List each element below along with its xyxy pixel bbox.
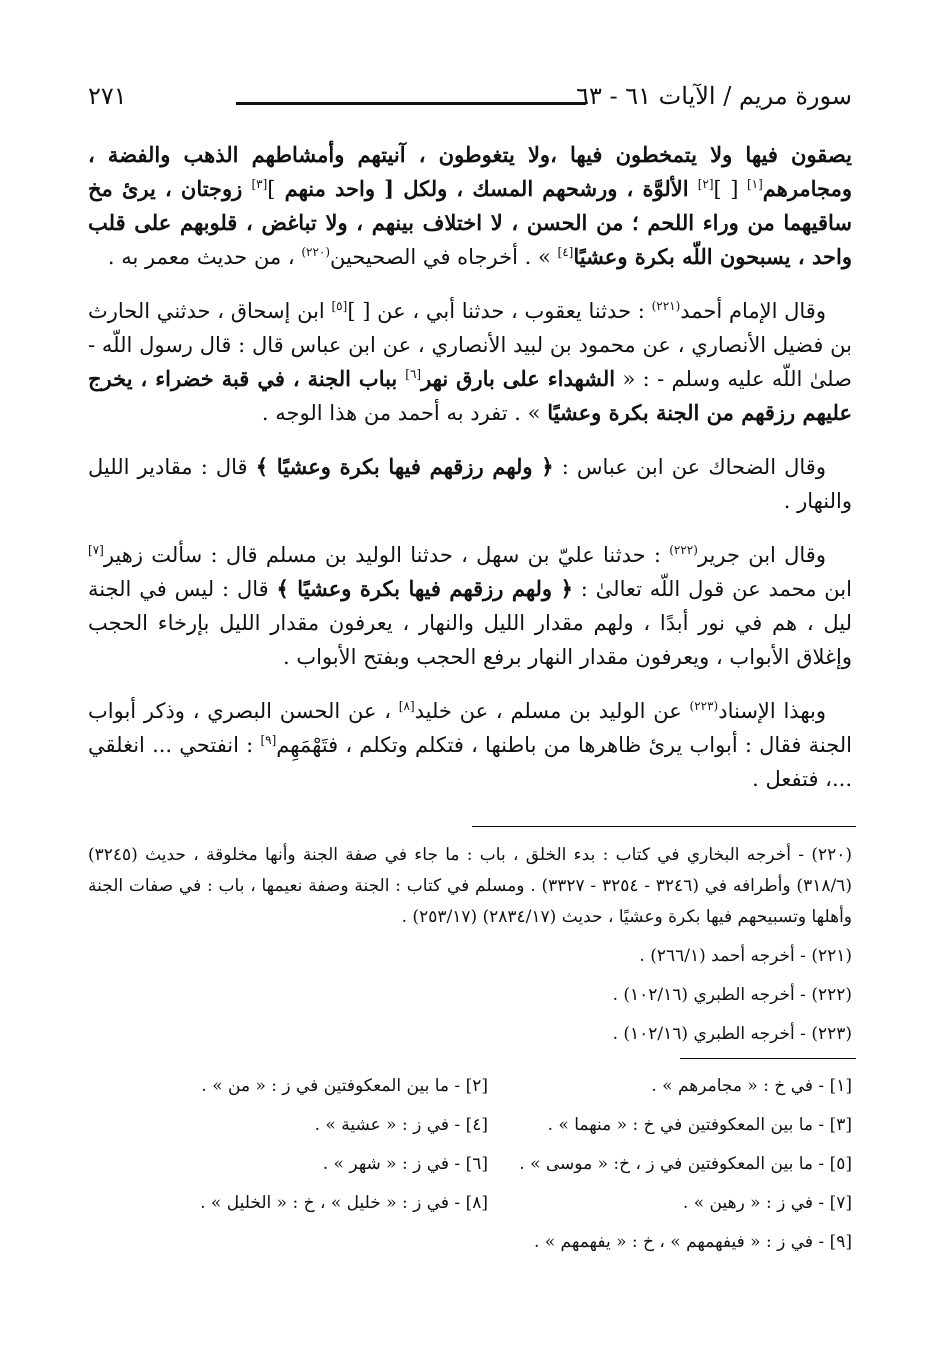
quran-quote: ﴿ ولهم رزقهم فيها بكرة وعشيًا ﴾ xyxy=(255,454,554,479)
variant-marker: [١] xyxy=(746,177,763,191)
variant-marker: [٨] xyxy=(398,699,415,713)
footnote-223: (٢٢٣) - أخرجه الطبري (١٠٢/١٦) . xyxy=(612,1024,852,1044)
footnote-220: (٢٢٠) - أخرجه البخاري في كتاب : بدء الخلق ، باب : ما جاء في صفة الجنة وأنها مخلوقة ، حديث (٣٢٤٥) (٣١٨/٦) وأطرافه في (٣٢٤٦ - ٣٢٥٤ - ٣٣٢٧) . ومسلم في كتاب : الجنة وصفة نعيمها ، باب : في صفات الجنة وأهلها وتسبيحهم فيها بكرة وعشيًا ، حديث (٢٨٣٤/١٧) (٢٥٣/١٧) . xyxy=(88,845,852,927)
variant-note: [٦] - في ز : « شهر » . xyxy=(322,1154,488,1174)
footnote-marker: (٢٢٢) xyxy=(669,543,698,557)
footnote-marker: (٢٢١) xyxy=(651,299,681,313)
variant-row xyxy=(88,1187,852,1226)
footnote-marker: (٢٢٣) xyxy=(689,699,719,713)
paragraph-3: وقال الضحاك عن ابن عباس : ﴿ ولهم رزقهم فيها بكرة وعشيًا ﴾ قال : مقادير الليل والنهار . xyxy=(88,454,852,513)
variant-note: [٢] - ما بين المعكوفتين في ز : « من » . xyxy=(201,1076,488,1096)
variant-note: [٨] - في ز : « خليل » ، خ : « الخليل » . xyxy=(200,1193,488,1213)
variant-marker: [٣] xyxy=(251,177,268,191)
variant-marker: [٧] xyxy=(88,543,104,557)
running-title: سورة مريم / الآيات ٦١ - ٦٣ xyxy=(576,82,852,110)
paragraph-5: وبهذا الإسناد$^{(٢٢٣)}$ عن الوليد بن مسلم ، عن خليد[٨] ، عن الحسن البصري ، وذكر أبواب الجنة فقال : أبواب يرئ ظاهرها من باطنها ، فتكلم وتكلم ، فتَهْمَهِم[٩] : انفتحي ... انغلقي ...، فتفعل . xyxy=(88,699,852,791)
variant-row xyxy=(88,1148,852,1187)
manuscript-variants xyxy=(88,1070,852,1265)
footnote-222: (٢٢٢) - أخرجه الطبري (١٠٢/١٦) . xyxy=(612,985,852,1005)
paragraph-1: يصقون فيها ولا يتمخطون فيها ،ولا يتغوطون ، آنيتهم وأمشاطهم الذهب والفضة ، ومجامرهم[١] [ ][٢] الألوَّة ، ورشحهم المسك ، ولكل [ واحد منهم ][٣] زوجتان ، يرئ مخ ساقيهما من وراء اللحم ؛ من الحسن ، لا اختلاف بينهم ، ولا تباغض ، قلوبهم على قلب واحد ، يسبحون اللّه بكرة وعشيًا[٤] » . أخرجاه في الصحيحين$^{(٢٢٠)}$ ، من حديث معمر به . xyxy=(88,142,852,269)
footnote-221: (٢٢١) - أخرجه أحمد (٢٦٦/١) . xyxy=(639,946,852,966)
variant-note: [٥] - ما بين المعكوفتين في ز ، خ: « موسى » . xyxy=(519,1154,852,1174)
variant-marker: [٤] xyxy=(557,245,574,259)
page-header xyxy=(88,78,852,118)
variant-row xyxy=(88,1070,852,1109)
page-number: ٢٧١ xyxy=(88,82,127,110)
variant-note: [٧] - في ز : « رهين » . xyxy=(682,1193,852,1213)
variant-note: [١] - في خ : « مجامرهم » . xyxy=(651,1076,852,1096)
paragraph-2: وقال الإمام أحمد$^{(٢٢١)}$ : حدثنا يعقوب ، حدثنا أبي ، عن [ ][٥] ابن إسحاق ، حدثني الحارث بن فضيل الأنصاري ، عن محمود بن لبيد الأنصاري ، عن ابن عباس قال : قال رسول اللّه - صلىٰ اللّه عليه وسلم - : « الشهداء على بارق نهر[٦] بباب الجنة ، في قبة خضراء ، يخرج عليهم رزقهم من الجنة بكرة وعشيًا » . تفرد به أحمد من هذا الوجه . xyxy=(88,299,852,425)
variant-row xyxy=(88,1226,852,1265)
variant-marker: [٢] xyxy=(697,177,714,191)
variant-marker: [٩] xyxy=(260,733,277,747)
footnote-separator xyxy=(472,826,856,827)
quran-quote: ﴿ ولهم رزقهم فيها بكرة وعشيًا ﴾ xyxy=(276,576,573,601)
main-text xyxy=(88,138,852,816)
paragraph-4: وقال ابن جرير$^{(٢٢٢)}$ : حدثنا عليّ بن سهل ، حدثنا الوليد بن مسلم قال : سألت زهير[٧] ابن محمد عن قول اللّه تعالىٰ : ﴿ ولهم رزقهم فيها بكرة وعشيًا ﴾ قال : ليس في الجنة ليل ، هم في نور أبدًا ، ولهم مقدار الليل والنهار ، يعرفون مقدار الليل بإرخاء الحجب وإغلاق الأبواب ، ويعرفون مقدار النهار برفع الحجب وبفتح الأبواب . xyxy=(88,543,852,669)
variant-row xyxy=(88,1109,852,1148)
variant-marker: [٥] xyxy=(331,299,348,313)
header-rule xyxy=(236,102,586,105)
footnote-marker: (٢٢٠) xyxy=(301,245,331,259)
footnotes xyxy=(88,840,852,1058)
variant-note: [٩] - في ز : « فيفهمهم » ، خ : « يفهمهم » . xyxy=(533,1232,852,1252)
variant-note: [٣] - ما بين المعكوفتين في خ : « منهما » . xyxy=(547,1115,852,1135)
variant-marker: [٦] xyxy=(405,367,422,381)
variants-separator xyxy=(680,1058,856,1059)
variant-note: [٤] - في ز : « عشية » . xyxy=(314,1115,488,1135)
